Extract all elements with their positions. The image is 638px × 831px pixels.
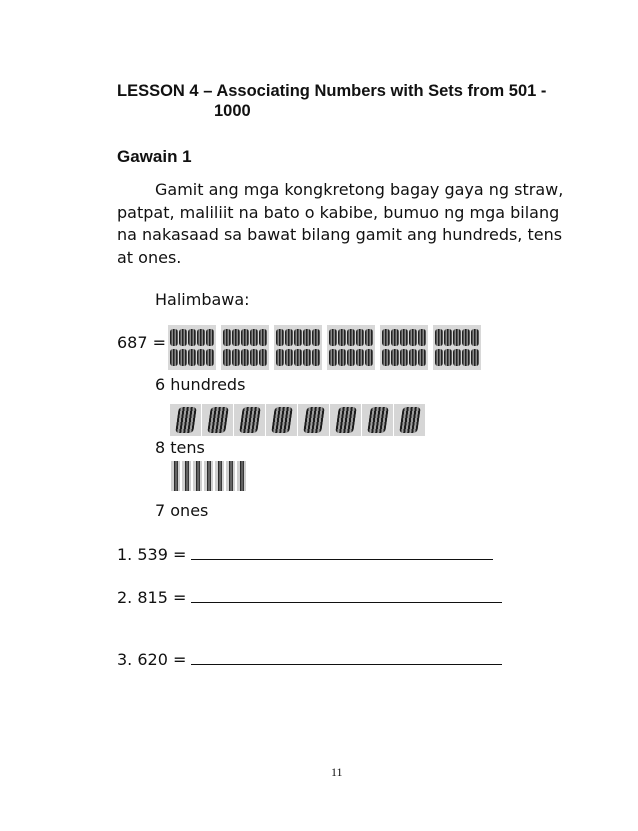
hundred-bundle	[433, 325, 481, 370]
hundreds-bundles-image	[168, 325, 481, 370]
one-stick	[182, 461, 191, 491]
hundreds-label: 6 hundreds	[155, 375, 246, 394]
activity-heading: Gawain 1	[117, 147, 192, 166]
ten-bundle	[202, 404, 233, 436]
instructions-paragraph: Gamit ang mga kongkretong bagay gaya ng straw, patpat, maliliit na bato o kabibe, bumuo ng mga bilang na nakasaad sa bawat bilang gamit ang hundreds, tens at ones.	[117, 180, 564, 267]
ten-bundle	[298, 404, 329, 436]
ten-bundle	[266, 404, 297, 436]
example-label: Halimbawa:	[155, 290, 250, 309]
tens-bundles-image	[170, 404, 426, 436]
exercise-3-label: 3. 620 =	[117, 650, 192, 669]
exercise-2-answer-line[interactable]	[191, 588, 502, 603]
ten-bundle	[330, 404, 361, 436]
one-stick	[193, 461, 202, 491]
lesson-title	[117, 81, 546, 121]
tens-label: 8 tens	[155, 438, 205, 457]
ones-label: 7 ones	[155, 501, 209, 520]
exercise-3-answer-line[interactable]	[191, 650, 502, 665]
one-stick	[171, 461, 180, 491]
hundred-bundle	[168, 325, 216, 370]
ten-bundle	[362, 404, 393, 436]
ten-bundle	[234, 404, 265, 436]
hundred-bundle	[327, 325, 375, 370]
ones-sticks-image	[171, 461, 246, 491]
exercise-2	[117, 588, 502, 607]
exercise-3	[117, 650, 502, 669]
hundred-bundle	[380, 325, 428, 370]
exercise-2-label: 2. 815 =	[117, 588, 192, 607]
lesson-title-line1: LESSON 4 – Associating Numbers with Sets from 501 -	[117, 82, 547, 100]
page-number: 11	[331, 765, 343, 779]
one-stick	[226, 461, 235, 491]
exercise-1-label: 1. 539 =	[117, 545, 192, 564]
one-stick	[204, 461, 213, 491]
hundred-bundle	[221, 325, 269, 370]
ten-bundle	[394, 404, 425, 436]
exercise-1-answer-line[interactable]	[191, 545, 493, 560]
example-equation: 687 =	[117, 333, 167, 352]
exercise-1	[117, 545, 493, 564]
hundred-bundle	[274, 325, 322, 370]
one-stick	[237, 461, 246, 491]
ten-bundle	[170, 404, 201, 436]
one-stick	[215, 461, 224, 491]
lesson-title-line2: 1000	[214, 102, 251, 120]
